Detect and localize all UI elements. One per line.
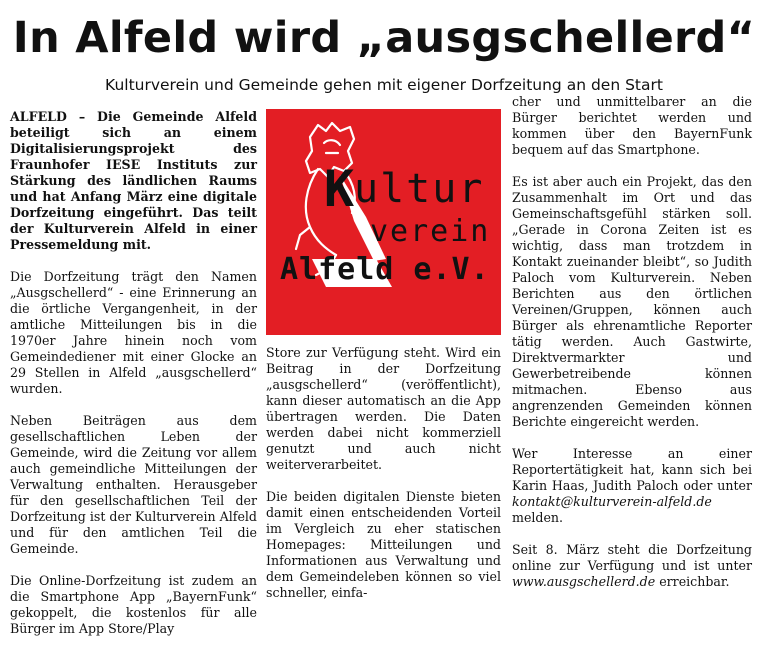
lead-paragraph: ALFELD – Die Gemeinde Alfeld beteiligt sich an einem Digitalisierungsprojekt des Fraunhofer IESE Instituts zur Stärkung des ländlichen Raums und hat Anfang März eine digitale Dorfzeitung eingeführt. Das teilt der Kulturverein Alfeld in einer Pressemeldung mit. [10, 109, 257, 252]
logo-k: K [324, 160, 355, 218]
contact-email[interactable]: kontakt@kulturverein-alfeld.de [512, 494, 712, 509]
paragraph [512, 446, 752, 526]
paragraph: Neben Beiträgen aus dem gesellschaftlichen Leben der Gemeinde, wird die Zeitung vor allem auch gemeindliche Mitteilungen der Verwaltung enthalten. Herausgeber für den gesellschaftlichen Teil der Dorfzeitung ist der Kulturverein Alfeld und für den amtlichen Teil die Gemeinde. [10, 413, 257, 556]
paragraph [512, 542, 752, 590]
paragraph-text: Seit 8. März steht die Dorfzeitung online zur Verfügung und ist unter [512, 542, 752, 573]
logo-kultur: ultur [354, 166, 485, 212]
logo-alfeld: Alfeld e.V. [280, 252, 490, 287]
paragraph: Store zur Verfügung steht. Wird ein Beitrag in der Dorfzeitung „ausgschellerd“ (veröffentlicht), kann dieser automatisch an die App übertragen werden. Die Daten werden dabei nicht kommerziell genutzt und auch nicht weiterverarbeitet. [266, 345, 501, 472]
column-3 [512, 94, 752, 606]
paragraph-text: melden. [512, 510, 564, 525]
paragraph: Die Dorfzeitung trägt den Namen „Ausgschellerd“ - eine Erinnerung an die örtliche Vergangenheit, in der amtliche Mitteilungen bis in die 1970er Jahre hinein noch vom Gemeindediener mit einer Glocke an 29 Stellen in Alfeld „ausgschellerd“ wurden. [10, 269, 257, 396]
column-1 [10, 109, 257, 653]
column-2 [266, 345, 501, 617]
paragraph: Die beiden digitalen Dienste bieten damit einen entscheidenden Vorteil im Vergleich zu eher statischen Homepages: Mitteilungen und Informationen aus Verwaltung und dem Gemeindeleben können so viel schneller, einfa- [266, 489, 501, 600]
headline: In Alfeld wird „ausgschellerd“ [12, 13, 756, 63]
paragraph: cher und unmittelbarer an die Bürger berichtet werden und kommen über den BayernFunk bequem auf das Smartphone. [512, 94, 752, 157]
website-link[interactable]: www.ausgschellerd.de [512, 574, 656, 589]
subheadline: Kulturverein und Gemeinde gehen mit eigener Dorfzeitung an den Start [105, 76, 663, 94]
paragraph: Es ist aber auch ein Projekt, das den Zusammenhalt im Ort und das Gemeinschaftsgefühl stärken soll. „Gerade in Corona Zeiten ist es wichtig, dass man trotzdem in Kontakt zueinander bleibt“, so Judith Paloch vom Kulturverein. Neben Berichten aus den örtlichen Vereinen/Gruppen, können auch Bürger als ehrenamtliche Reporter tätig werden. Auch Gastwirte, Direktvermarkter und Gewerbetreibende können mitmachen. Ebenso aus angrenzenden Gemeinden können Berichte eingereicht werden. [512, 174, 752, 429]
kulturverein-logo [266, 109, 501, 335]
paragraph: Die Online-Dorfzeitung ist zudem an die Smartphone App „BayernFunk“ gekoppelt, die kostenlos für alle Bürger im App Store/Play [10, 573, 257, 636]
paragraph-text: Wer Interesse an einer Reportertätigkeit hat, kann sich bei Karin Haas, Judith Paloch oder unter [512, 446, 752, 493]
paragraph-text: erreichbar. [659, 574, 730, 589]
logo-verein: verein [370, 214, 491, 249]
